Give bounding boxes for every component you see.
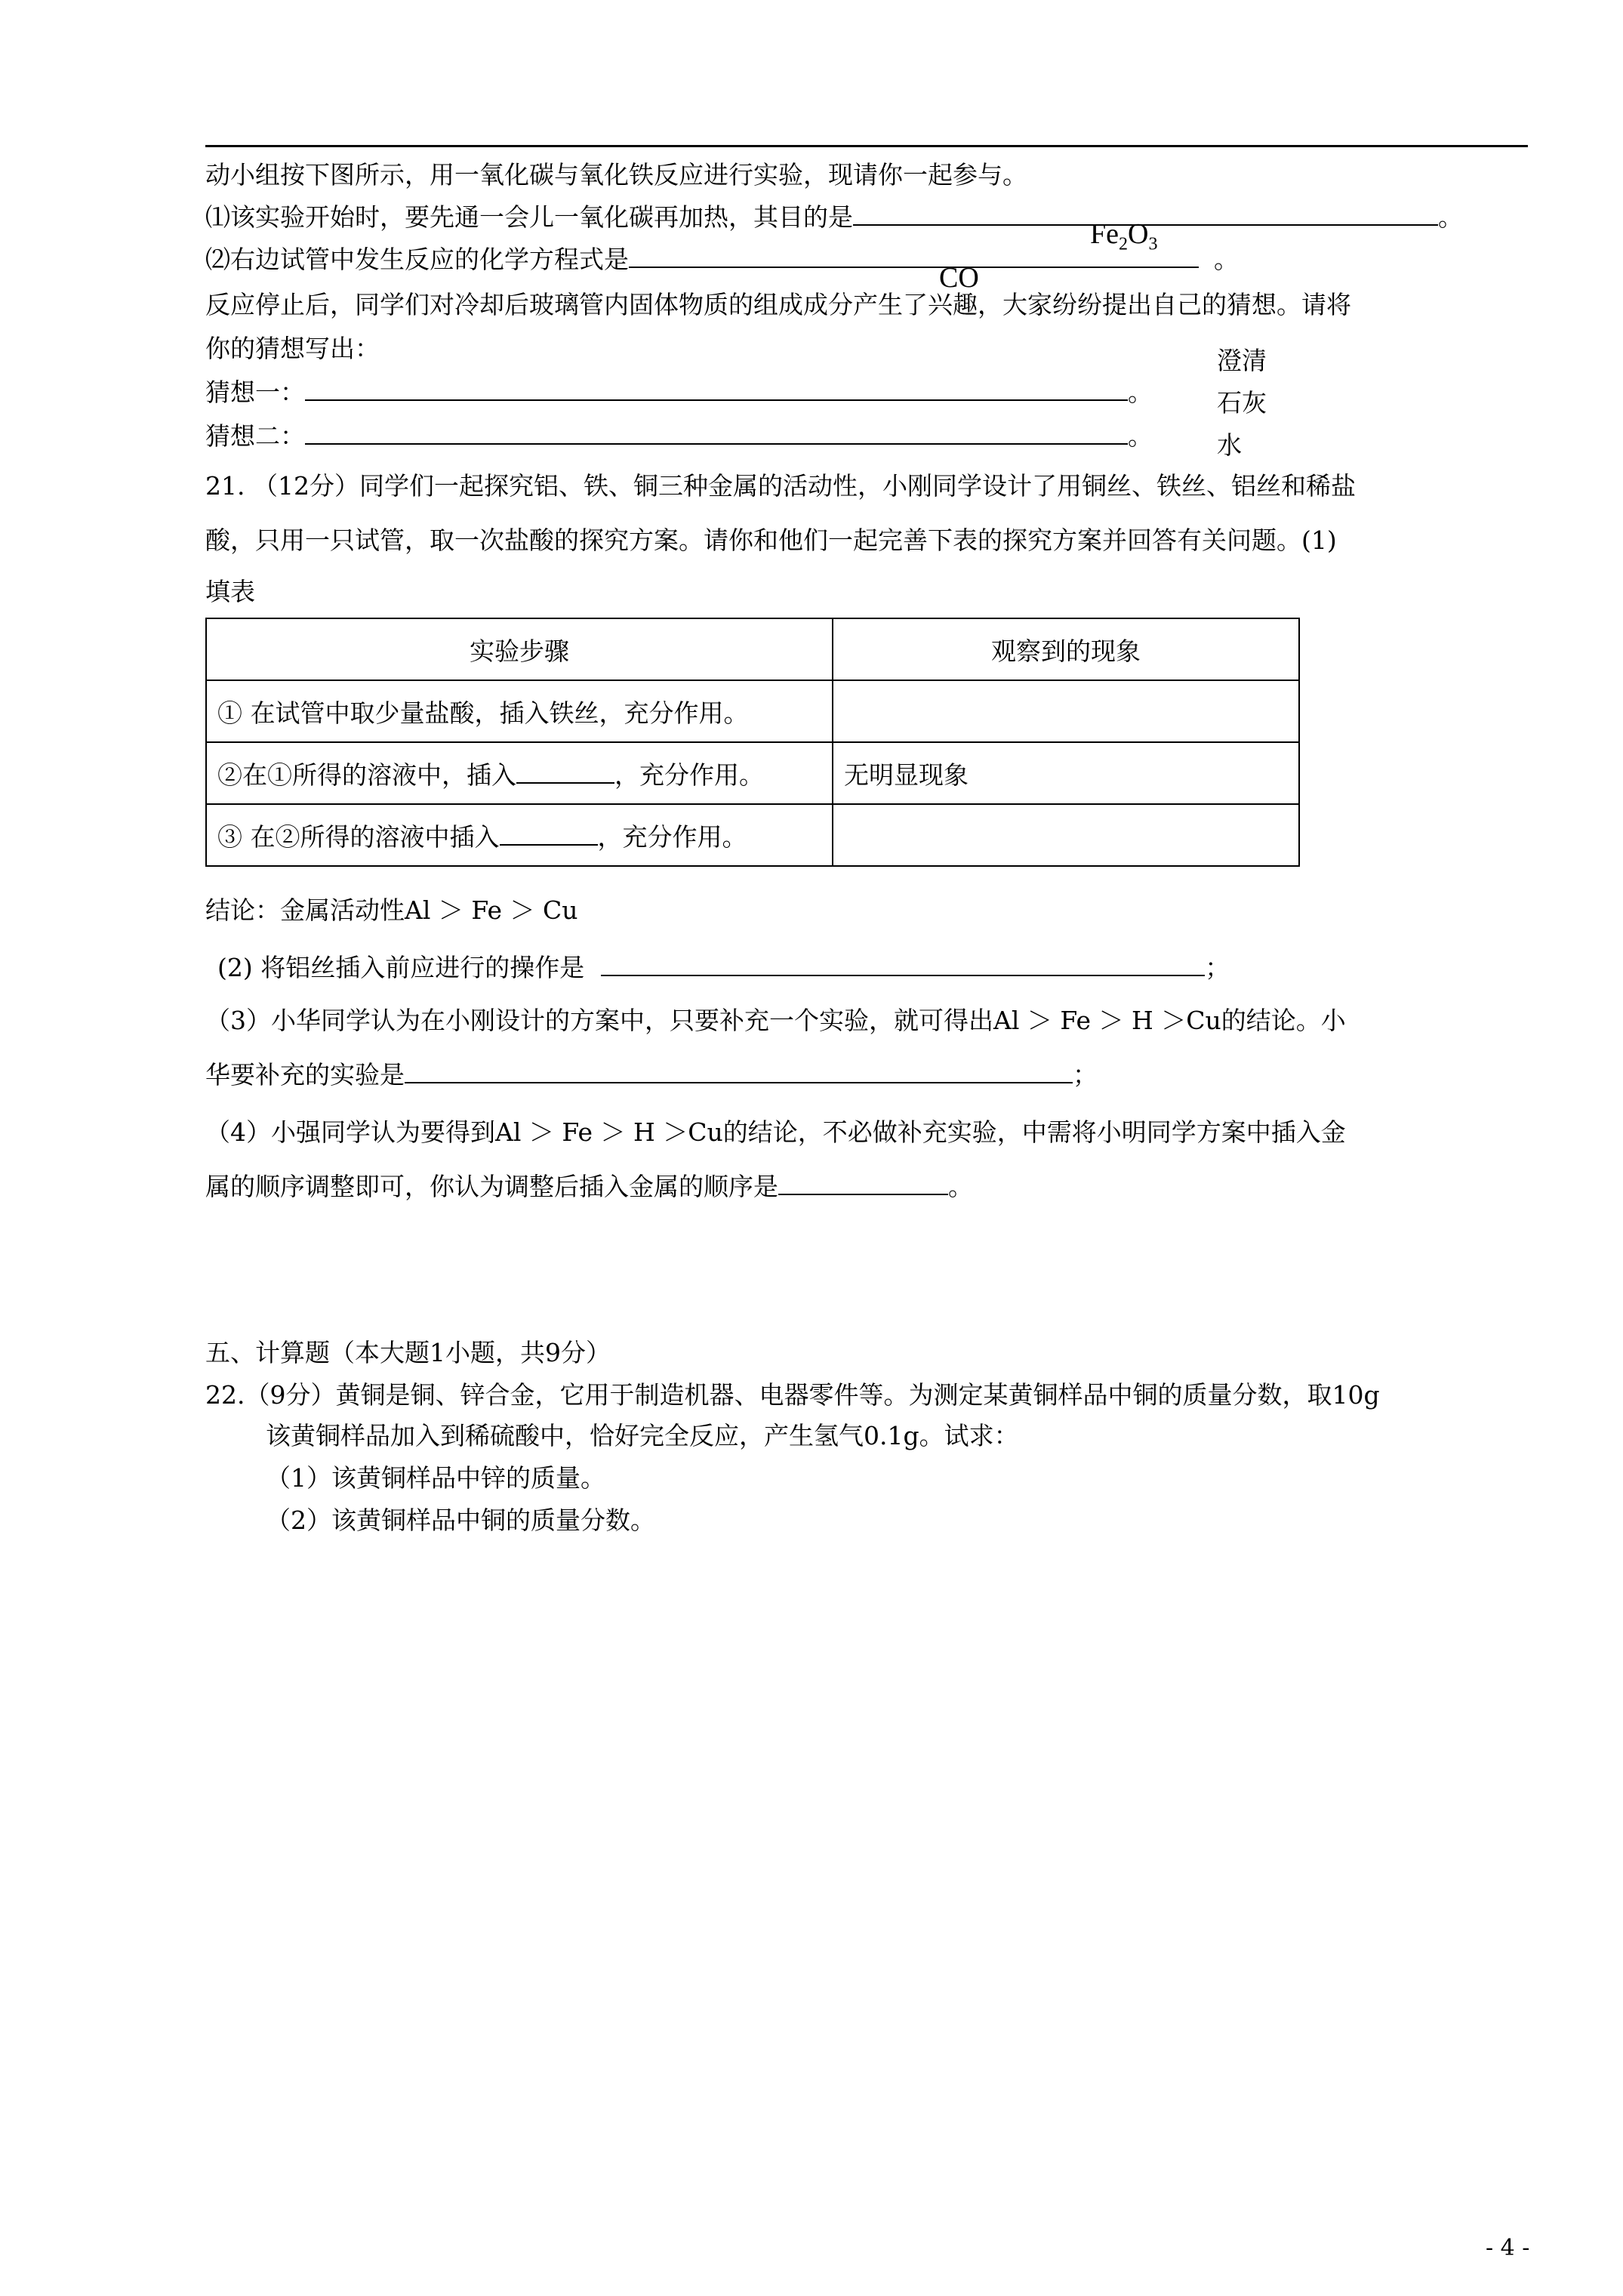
table-row <box>206 804 1299 866</box>
observation-cell: 无明显现象 <box>833 742 1299 804</box>
section-5-heading: 五、计算题（本大题1小题，共9分） <box>205 1338 611 1367</box>
co-label: CO <box>939 262 979 294</box>
header-steps: 实验步骤 <box>206 618 833 680</box>
q21-part-2 <box>217 951 1230 985</box>
limewater-label-2: 石灰 <box>1217 388 1267 418</box>
question-2-end: 。 <box>1214 245 1239 274</box>
q21-line-1: 21. （12分）同学们一起探究铝、铁、铜三种金属的活动性，小刚同学设计了用铜丝、铁丝、铝丝和稀盐 <box>205 471 1356 501</box>
question-1-end: 。 <box>1438 202 1463 232</box>
guess-1 <box>205 376 1153 409</box>
limewater-label-3: 水 <box>1217 430 1242 460</box>
fe2o3-label: $Fe_2O_3$ <box>1090 218 1158 254</box>
after-reaction-text: 反应停止后，同学们对冷却后玻璃管内固体物质的组成成分产生了兴趣，大家纷纷提出自己的猜想。请将 <box>205 290 1351 319</box>
q21-part-3-end: ； <box>1073 1060 1098 1089</box>
question-2-text: ⑵右边试管中发生反应的化学方程式是 <box>205 245 629 274</box>
step-cell: ① 在试管中取少量盐酸，插入铁丝，充分作用。 <box>206 680 833 742</box>
guess-2-label: 猜想二： <box>205 421 305 451</box>
limewater-label-1: 澄清 <box>1217 346 1267 375</box>
step-cell: ②在①所得的溶液中，插入 ，充分作用。 <box>206 742 833 804</box>
guess-1-end: 。 <box>1128 378 1153 407</box>
q21-part-4-line-2 <box>205 1170 973 1203</box>
q21-line-3: 填表 <box>205 577 255 606</box>
guess-1-label: 猜想一： <box>205 378 305 407</box>
step-cell: ③ 在②所得的溶液中插入 ，充分作用。 <box>206 804 833 866</box>
guess-intro: 你的猜想写出： <box>205 334 380 363</box>
header-observation: 观察到的现象 <box>833 618 1299 680</box>
guess-1-blank[interactable] <box>305 377 1128 401</box>
question-2 <box>205 243 1239 276</box>
table-row <box>206 680 1299 742</box>
question-1 <box>205 201 1463 234</box>
q21-part-2-blank[interactable] <box>601 952 1205 976</box>
table-blank-2[interactable] <box>516 760 614 784</box>
observation-cell[interactable] <box>833 680 1299 742</box>
q21-part-4-text: 属的顺序调整即可，你认为调整后插入金属的顺序是 <box>205 1172 778 1201</box>
page-number: - 4 - <box>1486 2235 1530 2261</box>
q21-part-3-line-1: （3）小华同学认为在小刚设计的方案中，只要补充一个实验，就可得出Al ＞ Fe ＞ H ＞Cu的结论。小 <box>205 1006 1346 1035</box>
guess-2-blank[interactable] <box>305 421 1128 445</box>
q21-part-3-blank[interactable] <box>405 1059 1073 1083</box>
q21-part-3-text: 华要补充的实验是 <box>205 1060 405 1089</box>
q22-line-2: 该黄铜样品加入到稀硫酸中，恰好完全反应，产生氢气0.1g。试求： <box>266 1421 1019 1450</box>
intro-text: 动小组按下图所示，用一氧化碳与氧化铁反应进行实验，现请你一起参与。 <box>205 160 1027 190</box>
table-row <box>206 742 1299 804</box>
q22-line-1: 22.（9分）黄铜是铜、锌合金，它用于制造机器、电器零件等。为测定某黄铜样品中铜的质量分数，取10g <box>205 1380 1380 1410</box>
conclusion: 结论：金属活动性Al ＞ Fe ＞ Cu <box>205 895 578 925</box>
q21-part-4-end: 。 <box>948 1172 973 1201</box>
q21-part-3-line-2 <box>205 1059 1098 1092</box>
q21-part-2-end: ； <box>1205 953 1230 982</box>
observation-cell[interactable] <box>833 804 1299 866</box>
question-1-text: ⑴该实验开始时，要先通一会儿一氧化碳再加热，其目的是 <box>205 202 853 232</box>
q21-part-4-line-1: （4）小强同学认为要得到Al ＞ Fe ＞ H ＞Cu的结论，不必做补充实验，中需将小明同学方案中插入金 <box>205 1117 1346 1147</box>
q21-part-4-blank[interactable] <box>778 1171 948 1195</box>
q21-part-2-text: (2) 将铝丝插入前应进行的操作是 <box>217 953 585 982</box>
guess-2-end: 。 <box>1128 421 1153 451</box>
q22-sub-2: （2）该黄铜样品中铜的质量分数。 <box>266 1505 655 1535</box>
q21-line-2: 酸，只用一只试管，取一次盐酸的探究方案。请你和他们一起完善下表的探究方案并回答有关问题。(1) <box>205 525 1337 555</box>
header-rule <box>205 145 1528 147</box>
experiment-table <box>205 618 1300 867</box>
guess-2 <box>205 420 1153 453</box>
q22-sub-1: （1）该黄铜样品中锌的质量。 <box>266 1463 605 1493</box>
table-header-row <box>206 618 1299 680</box>
table-blank-3[interactable] <box>500 821 598 846</box>
